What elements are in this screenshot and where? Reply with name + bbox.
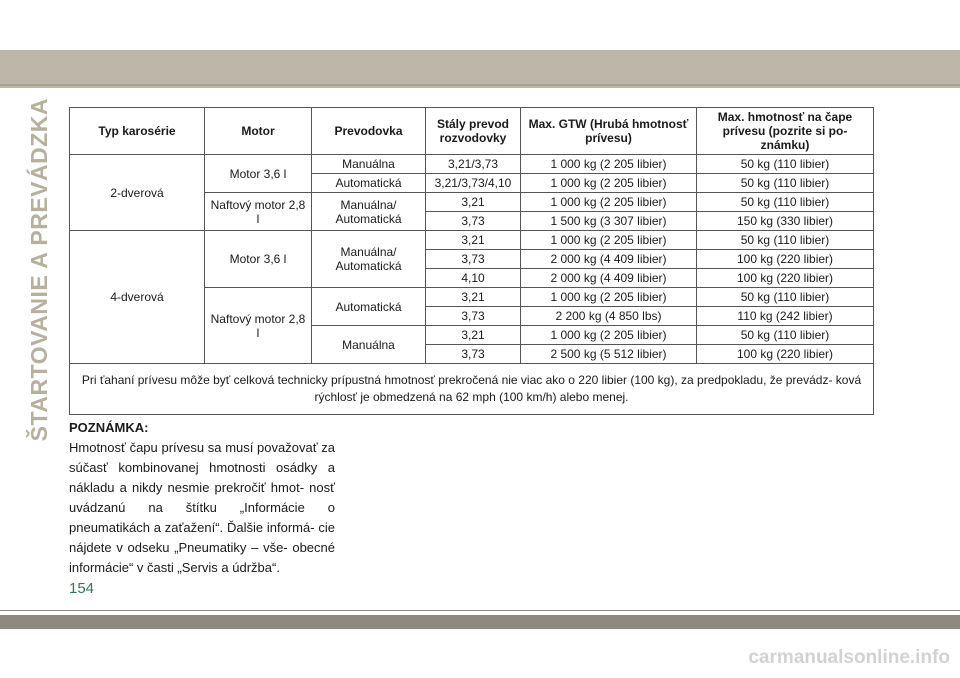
table-row xyxy=(70,155,874,174)
body-type-cell: 2-dverová xyxy=(70,155,205,231)
gtw-cell: 2 200 kg (4 850 lbs) xyxy=(521,307,697,326)
axle-cell: 3,21/3,73/4,10 xyxy=(426,174,521,193)
header-max-tongue-weight: Max. hmotnosť na čape prívesu (pozrite si po- známku) xyxy=(697,108,874,155)
axle-cell: 3,21/3,73 xyxy=(426,155,521,174)
engine-cell: Naftový motor 2,8 l xyxy=(205,193,312,231)
tongue-cell: 50 kg (110 libier) xyxy=(697,326,874,345)
axle-cell: 3,73 xyxy=(426,307,521,326)
table-footnote: Pri ťahaní prívesu môže byť celková technicky prípustná hmotnosť prekročená nie viac ako o 220 libier (100 kg), za predpokladu, že prevádz- ková rýchlosť je obmedzená na 62 mph (100 km/h) alebo menej. xyxy=(70,364,874,415)
engine-cell: Motor 3,6 l xyxy=(205,231,312,288)
axle-cell: 3,21 xyxy=(426,326,521,345)
gtw-cell: 1 000 kg (2 205 libier) xyxy=(521,326,697,345)
axle-cell: 3,21 xyxy=(426,193,521,212)
transmission-cell: Manuálna/ Automatická xyxy=(312,193,426,231)
tongue-cell: 110 kg (242 libier) xyxy=(697,307,874,326)
tongue-cell: 100 kg (220 libier) xyxy=(697,269,874,288)
gtw-cell: 1 000 kg (2 205 libier) xyxy=(521,288,697,307)
tongue-cell: 50 kg (110 libier) xyxy=(697,155,874,174)
transmission-cell: Automatická xyxy=(312,174,426,193)
header-band xyxy=(0,50,960,88)
body-type-cell: 4-dverová xyxy=(70,231,205,364)
note-title: POZNÁMKA: xyxy=(69,420,149,435)
transmission-cell: Manuálna xyxy=(312,155,426,174)
tongue-cell: 50 kg (110 libier) xyxy=(697,231,874,250)
transmission-cell: Automatická xyxy=(312,288,426,326)
gtw-cell: 1 000 kg (2 205 libier) xyxy=(521,231,697,250)
axle-cell: 3,73 xyxy=(426,212,521,231)
axle-cell: 3,73 xyxy=(426,345,521,364)
gtw-cell: 2 500 kg (5 512 libier) xyxy=(521,345,697,364)
header-transmission: Prevodovka xyxy=(312,108,426,155)
page-number: 154 xyxy=(69,580,95,597)
axle-cell: 4,10 xyxy=(426,269,521,288)
table-footnote-row xyxy=(70,364,874,415)
tongue-cell: 50 kg (110 libier) xyxy=(697,174,874,193)
note-body: Hmotnosť čapu prívesu sa musí považovať za súčasť kombinovanej hmotnosti osádky a nákladu a nikdy nesmie prekročiť hmot- nosť uvádzanú na štítku „Informácie o pneumatikách a zaťažení“. Ďalšie informá- cie nájdete v odseku „Pneumatiky – vše- obecné informácie“ v časti „Servis a údržba“. xyxy=(69,440,335,575)
watermark: carmanualsonline.info xyxy=(748,647,950,668)
table-header-row xyxy=(70,108,874,155)
note-block xyxy=(69,418,335,578)
header-body-type: Typ karosérie xyxy=(70,108,205,155)
header-axle-ratio: Stály prevod rozvodovky xyxy=(426,108,521,155)
tongue-cell: 150 kg (330 libier) xyxy=(697,212,874,231)
footer-band xyxy=(0,615,960,629)
section-title-text: ŠTARTOVANIE A PREVÁDZKA xyxy=(25,98,52,442)
gtw-cell: 1 500 kg (3 307 libier) xyxy=(521,212,697,231)
gtw-cell: 2 000 kg (4 409 libier) xyxy=(521,250,697,269)
transmission-cell: Manuálna xyxy=(312,326,426,364)
tongue-cell: 100 kg (220 libier) xyxy=(697,345,874,364)
engine-cell: Motor 3,6 l xyxy=(205,155,312,193)
section-side-title xyxy=(22,100,56,440)
engine-cell: Naftový motor 2,8 l xyxy=(205,288,312,364)
towing-spec-table xyxy=(69,107,874,415)
header-engine: Motor xyxy=(205,108,312,155)
tongue-cell: 50 kg (110 libier) xyxy=(697,288,874,307)
header-max-gtw: Max. GTW (Hrubá hmotnosť prívesu) xyxy=(521,108,697,155)
gtw-cell: 2 000 kg (4 409 libier) xyxy=(521,269,697,288)
gtw-cell: 1 000 kg (2 205 libier) xyxy=(521,174,697,193)
footer-rule xyxy=(0,610,960,611)
transmission-cell: Manuálna/ Automatická xyxy=(312,231,426,288)
axle-cell: 3,73 xyxy=(426,250,521,269)
table-row xyxy=(70,231,874,250)
axle-cell: 3,21 xyxy=(426,288,521,307)
axle-cell: 3,21 xyxy=(426,231,521,250)
gtw-cell: 1 000 kg (2 205 libier) xyxy=(521,193,697,212)
tongue-cell: 100 kg (220 libier) xyxy=(697,250,874,269)
header-rule xyxy=(0,84,960,86)
gtw-cell: 1 000 kg (2 205 libier) xyxy=(521,155,697,174)
tongue-cell: 50 kg (110 libier) xyxy=(697,193,874,212)
